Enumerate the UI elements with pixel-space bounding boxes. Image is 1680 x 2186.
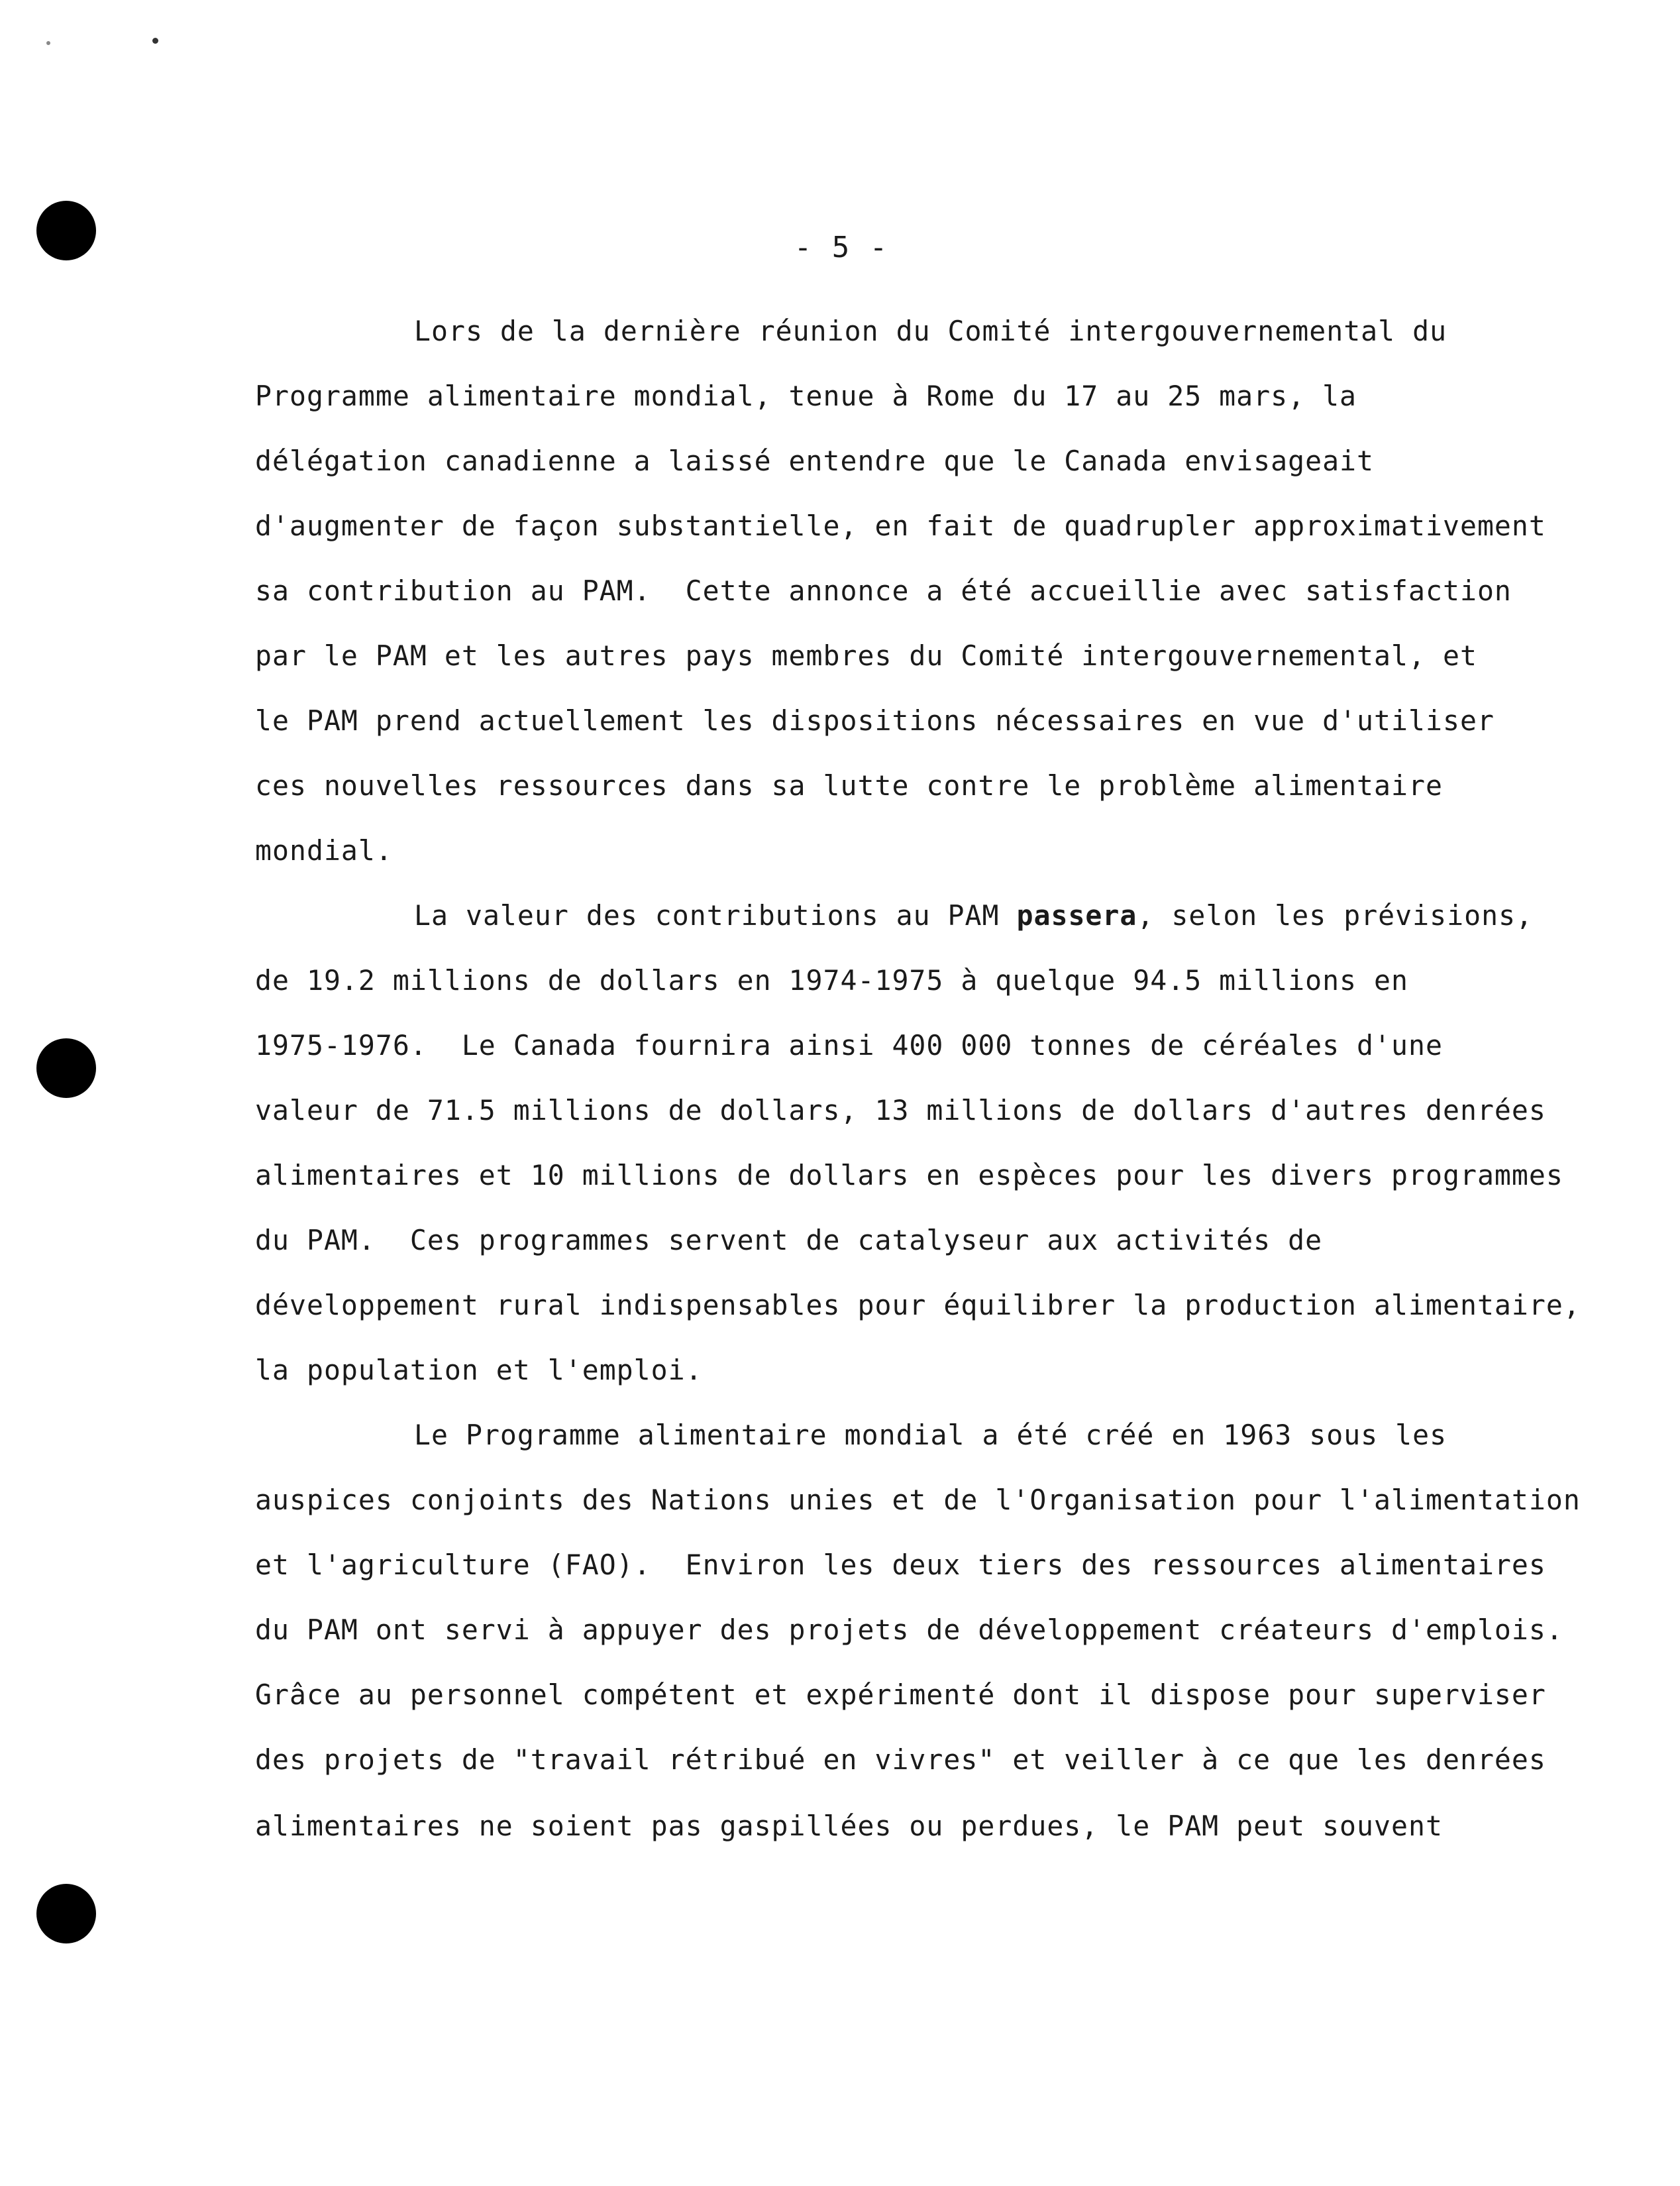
paragraph-1-line-1: Lors de la dernière réunion du Comité intergouvernemental du bbox=[414, 315, 1447, 347]
paragraph-2-line-6: du PAM. Ces programmes servent de catalyseur aux activités de bbox=[255, 1224, 1323, 1256]
page-number: - 5 - bbox=[794, 231, 889, 264]
paragraph-1-line-2: Programme alimentaire mondial, tenue à Rome du 17 au 25 mars, la bbox=[255, 380, 1357, 412]
paragraph-1-line-8: ces nouvelles ressources dans sa lutte contre le problème alimentaire bbox=[255, 769, 1443, 802]
paragraph-3-line-6: des projets de "travail rétribué en vivres" et veiller à ce que les denrées bbox=[255, 1743, 1546, 1776]
punch-hole bbox=[36, 1038, 96, 1098]
paragraph-1-line-5: sa contribution au PAM. Cette annonce a été accueillie avec satisfaction bbox=[255, 574, 1512, 607]
scan-speck bbox=[152, 38, 158, 44]
paragraph-3-line-5: Grâce au personnel compétent et expérimenté dont il dispose pour superviser bbox=[255, 1678, 1546, 1711]
punch-hole bbox=[36, 1884, 96, 1943]
paragraph-3-line-2: auspices conjoints des Nations unies et de l'Organisation pour l'alimentation bbox=[255, 1484, 1581, 1516]
paragraph-2-line-3: 1975-1976. Le Canada fournira ainsi 400 000 tonnes de céréales d'une bbox=[255, 1029, 1443, 1062]
paragraph-1-line-4: d'augmenter de façon substantielle, en fait de quadrupler approximativement bbox=[255, 510, 1546, 542]
paragraph-3-line-4: du PAM ont servi à appuyer des projets de développement créateurs d'emplois. bbox=[255, 1613, 1563, 1646]
paragraph-3-line-7: alimentaires ne soient pas gaspillées ou perdues, le PAM peut souvent bbox=[255, 1810, 1443, 1842]
paragraph-2-line-7: développement rural indispensables pour équilibrer la production alimentaire, bbox=[255, 1289, 1581, 1321]
paragraph-1-line-7: le PAM prend actuellement les dispositions nécessaires en vue d'utiliser bbox=[255, 704, 1495, 737]
punch-hole bbox=[36, 201, 96, 260]
paragraph-3-line-1: Le Programme alimentaire mondial a été créé en 1963 sous les bbox=[414, 1419, 1447, 1451]
paragraph-3-line-3: et l'agriculture (FAO). Environ les deux tiers des ressources alimentaires bbox=[255, 1549, 1546, 1581]
paragraph-2-line-4: valeur de 71.5 millions de dollars, 13 millions de dollars d'autres denrées bbox=[255, 1094, 1546, 1126]
paragraph-2-line-1 bbox=[414, 896, 1533, 936]
paragraph-2-line-8: la population et l'emploi. bbox=[255, 1354, 703, 1386]
line-text: , selon les prévisions, bbox=[1137, 899, 1534, 932]
line-text: La valeur des contributions au PAM bbox=[414, 899, 1017, 932]
bold-word: passera bbox=[1016, 899, 1137, 932]
paragraph-2-line-2: de 19.2 millions de dollars en 1974-1975 à quelque 94.5 millions en bbox=[255, 964, 1409, 997]
scan-speck bbox=[46, 41, 50, 45]
paragraph-1-line-6: par le PAM et les autres pays membres du Comité intergouvernemental, et bbox=[255, 639, 1477, 672]
paragraph-2-line-5: alimentaires et 10 millions de dollars en espèces pour les divers programmes bbox=[255, 1159, 1563, 1191]
paragraph-1-line-9: mondial. bbox=[255, 834, 393, 867]
paragraph-1-line-3: délégation canadienne a laissé entendre que le Canada envisageait bbox=[255, 445, 1375, 477]
